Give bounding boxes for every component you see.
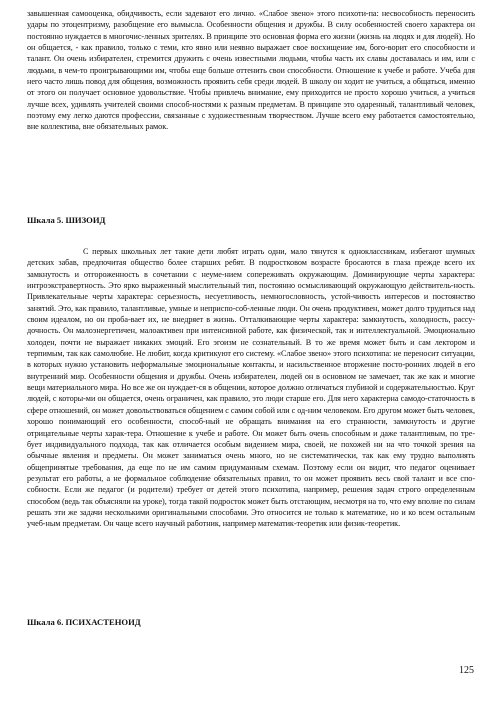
section-heading-psychasthenoid: Шкала 6. ПСИХАСТЕНОИД: [27, 617, 141, 627]
paragraph-schizoid-text: С первых школьных лет такие дети любят играть одни, мало тянутся к одноклассникам, избегают шумных детских забав, предпочитая общество более старших ребят. В подростковом возрасте бросаются в глаза прежде всего их замкнутость и отгороженность в сочетании с неуме-нием сопереживать окружающим. Доминирующие черты характера: интроэкстравертность. Это ярко выраженный мыслительный тип, постоянно осмысливающий окружающую действитель-ность. Привлекательные черты характера: серьезность, несуетливость, немногословность, устой-чивость интересов и постоянство занятий. Это, как правило, талантливые, умные и неприспо-соб-ленные люди. Он очень продуктивен, может долго трудиться над своим идеалом, но он проба-вает их, не внедряет в жизнь. Отталкивающие черты характера: замкнутость, холодность, рассу-дочность. Он малоэнергетичен, малоактивен при интенсивной работе, как физической, так и интеллектуальной. Эмоционально холоден, почти не выражает никаких эмоций. Его эгоизм не сознательный. В то же время может быть и сам лектором и терпимым, так как самолюбие. Не любит, когда критикуют его систему. «Слабое звено» этого психотипа: не переносит ситуации, в которых нужно установить неформальные эмоциональные контакты, и насильственное вторжение посто-ронних людей в его внутренний мир. Особенности общения и дружбы. Очень избирателен, людей он в основном не замечает, так же как и многие вещи материального мира. Но все же он нуждает-ся в общении, которое должно отличаться глубиной и содержательностью. Круг людей, с которы-ми он общается, очень ограничен, как правило, это люди старше его. Для него характерна самодо-статочность в сфере отношений, он может довольствоваться общением с самим собой или с од-ним человеком. Его другом может быть человек, хорошо понимающий его особенности, способ-ный не обращать внимания на его странности, замкнутость и другие отрицательные черты харак-тера. Отношение к учебе и работе. Он может быть очень способным и даже талантливым, по тре-бует индивидуального подхода, так как отличается особым видением мира, своей, не похожей ни на что точкой зрения на обычные явления и предметы. Он может заниматься очень много, но не систематически, так как ему трудно выполнять общепринятые требования, да еще по не им самим придуманным схемам. Поэтому если он видит, что педагог оценивает результат его работы, а не формальное соблюдение обязательных правил, то он может проявить весь свой талант и все спо-собности. Если же педагог (и родители) требует от детей этого психотипа, например, решения задач строго определенным способом (ведь так объясняли на уроке), тогда такой подросток может быть отстающим, несмотря на то, что ему вполне по силам решать эти же задачи несколькими оригинальными способами. Это относится не только к математике, но и ко всем остальным учеб-ным предметам. Он чаще всего научный работник, например математик-теоретик или физик-теоретик.: [27, 247, 475, 529]
section-heading-schizoid: Шкала 5. ШИЗОИД: [27, 215, 106, 225]
paragraph-top: завышенная самооценка, обидчивость, если задевают его лично. «Слабое звено» этого психоти-па: несвособность переносить удары по этоцентризму, разобщение его вымысла. Особенности общения и дружбы. В силу особенностей своего характера он постоянно нуждается в многочис-ленных зрителях. В принципе это основная форма его жизни (жизнь на людях и для людей). Но он общается, - как правило, только с теми, кто явно или неявно выражает свое восхищение им, бого-ворит его способности и талант. Он очень избирателен, стремится дружить с очень известными людьми, чтобы часть их славы доставалась и им, или с людьми, в чем-то проигрывающими им, чтобы еще больше оттенить свои способности. Отношение к учебе и работе. Учеба для него часто лишь повод для общения, возможность проявить себя среди людей. В школу он ходит не учиться, а общаться, именно от этого он получает основное удовольствие. Чтобы привлечь внимание, ему приходится не просто хорошо учиться, а учиться лучше всех, удивлять учителей своими способ-ностями к разным предметам. В принципе это одаренный, талантливый человек, поэтому ему легко даются профессии, связанные с художественным творчеством. Лучше всего ему работается самостоятельно, вне коллектива, вне обязательных рамок.: [27, 9, 475, 132]
paragraph-schizoid: [27, 246, 475, 530]
page-number: 125: [459, 665, 474, 676]
